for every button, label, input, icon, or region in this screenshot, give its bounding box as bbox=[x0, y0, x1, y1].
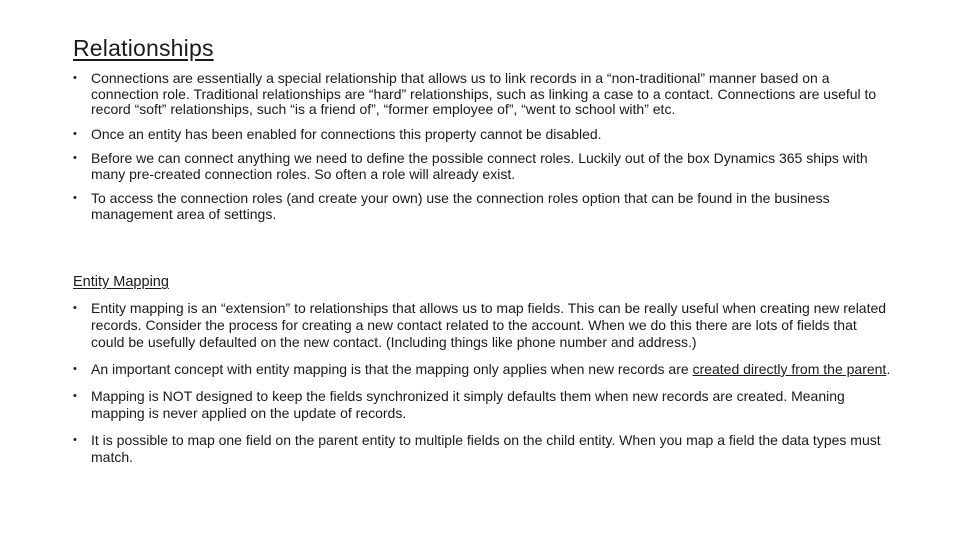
bullet-text bbox=[91, 361, 890, 377]
bullet-icon: • bbox=[73, 192, 77, 204]
bullet-icon: • bbox=[73, 152, 77, 164]
bullet-text: Entity mapping is an “extension” to relationships that allows us to map fields. This can be really useful when creating new related records. Consider the process for creating a new contact related to the account. When we do this there are lots of fields that could be usefully defaulted on the new contact. (Including things like phone number and address.) bbox=[91, 300, 887, 350]
list-item bbox=[73, 127, 893, 143]
bullet-text: Connections are essentially a special relationship that allows us to link records in a “non-traditional” manner based on a connection role. Traditional relationships are “hard” relationships, such as linking a case to a contact. Connections are useful to record “soft” relationships, such “is a friend of”, “former employee of”, “went to school with” etc. bbox=[91, 70, 877, 117]
list-item bbox=[73, 432, 893, 466]
bullet-icon: • bbox=[73, 72, 77, 84]
entity-mapping-section bbox=[73, 274, 893, 476]
bullet-icon: • bbox=[73, 127, 77, 140]
relationships-section bbox=[73, 71, 893, 231]
list-item bbox=[73, 361, 893, 378]
bullet-text: Once an entity has been enabled for connections this property cannot be disabled. bbox=[91, 125, 602, 142]
bullet-text: Before we can connect anything we need to define the possible connect roles. Luckily out of the box Dynamics 365 ships with many pre-created connection roles. So often a role will already exist. bbox=[91, 150, 868, 182]
bullet-text-before: An important concept with entity mapping is that the mapping only applies when new records are bbox=[91, 361, 693, 377]
list-item bbox=[73, 388, 893, 422]
list-item bbox=[73, 300, 893, 351]
bullet-text: It is possible to map one field on the parent entity to multiple fields on the child entity. When you map a field the data types must match. bbox=[91, 432, 881, 465]
list-item bbox=[73, 191, 893, 222]
bullet-text-underlined: created directly from the parent bbox=[692, 361, 887, 377]
entity-mapping-bullet-list bbox=[73, 300, 893, 466]
bullet-text: Mapping is NOT designed to keep the fields synchronized it simply defaults them when new records are created. Meaning mapping is never applied on the update of records. bbox=[91, 388, 845, 421]
list-item bbox=[73, 151, 893, 182]
page-title: Relationships bbox=[73, 35, 214, 61]
section-heading: Entity Mapping bbox=[73, 274, 169, 290]
bullet-text: To access the connection roles (and create your own) use the connection roles option that can be found in the business management area of settings. bbox=[91, 190, 830, 222]
bullet-text-after: . bbox=[886, 361, 891, 377]
bullet-icon: • bbox=[73, 363, 77, 375]
bullet-icon: • bbox=[73, 390, 77, 402]
bullet-icon: • bbox=[73, 302, 77, 314]
relationships-bullet-list bbox=[73, 71, 893, 222]
list-item bbox=[73, 71, 893, 118]
bullet-icon: • bbox=[73, 434, 77, 446]
